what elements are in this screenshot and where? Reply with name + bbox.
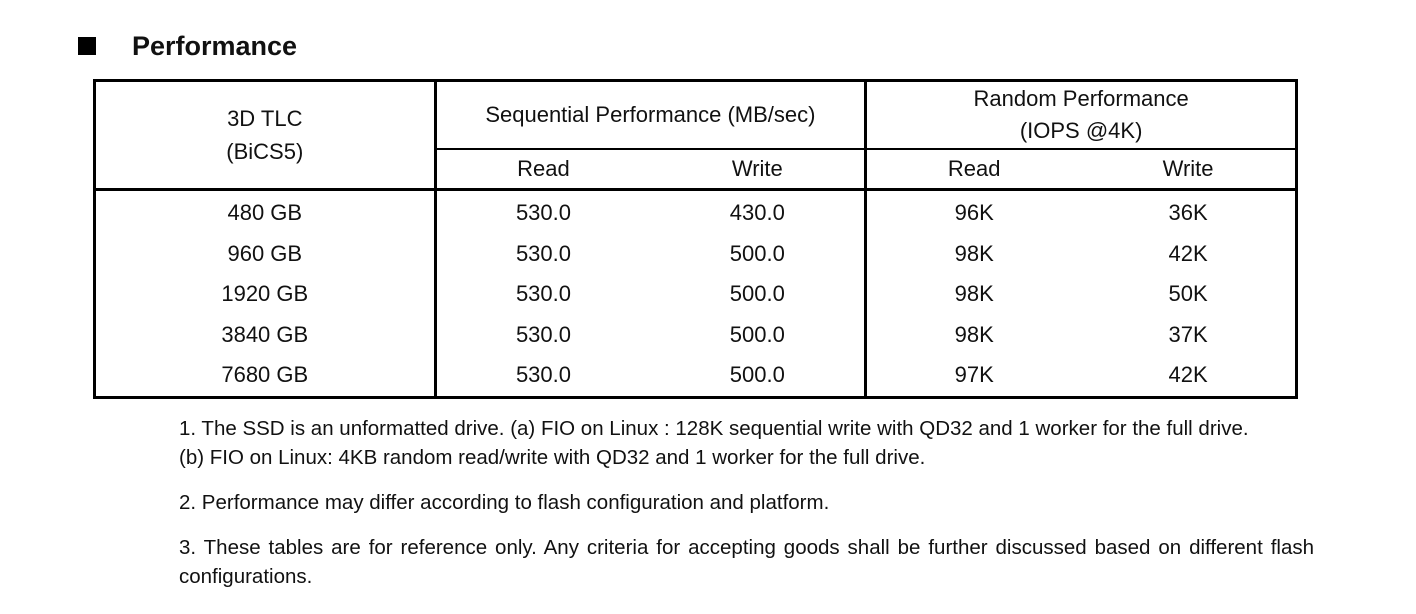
random-header: [866, 81, 1297, 150]
seq-read-cell: 530.0: [515, 321, 571, 347]
capacity-cell: 3840 GB: [95, 315, 436, 356]
seq-write-cell: 500.0: [650, 315, 865, 356]
capacity-header: [95, 81, 436, 190]
performance-table: [93, 79, 1298, 399]
note-2: 2. Performance may differ according to flash configuration and platform.: [179, 491, 830, 514]
section-title: Performance: [132, 31, 298, 61]
table-row: [95, 274, 1297, 315]
seq-read-header: Read: [435, 149, 650, 190]
seq-read-cell: 530.0: [515, 362, 571, 388]
capacity-header-line2: (BiCS5): [226, 139, 304, 164]
rand-write-header: Write: [1081, 149, 1296, 190]
section-heading: [78, 28, 298, 64]
rand-write-cell: 42K: [1168, 240, 1208, 266]
capacity-cell: 480 GB: [95, 190, 436, 234]
random-header-line1: Random Performance: [973, 86, 1189, 111]
rand-write-cell: 42K: [1168, 362, 1208, 388]
capacity-cell: 960 GB: [95, 234, 436, 275]
seq-read-cell: 530.0: [515, 281, 571, 307]
rand-read-cell: 98K: [954, 281, 994, 307]
rand-read-cell: 97K: [954, 362, 994, 388]
square-bullet-icon: [78, 37, 96, 55]
rand-write-cell: 50K: [1168, 281, 1208, 307]
table-row: [95, 315, 1297, 356]
seq-write-header: Write: [650, 149, 865, 190]
seq-write-cell: 500.0: [650, 355, 865, 397]
rand-write-cell: 37K: [1168, 321, 1208, 347]
note-1-line-1: 1. The SSD is an unformatted drive. (a) FIO on Linux : 128K sequential write with QD32 and 1 worker for the full drive.: [179, 417, 1249, 440]
rand-read-cell: 98K: [954, 240, 994, 266]
footnotes: [179, 414, 1319, 591]
capacity-header-line1: 3D TLC: [227, 106, 303, 131]
seq-read-cell: 530.0: [515, 240, 571, 266]
note-3: 3. These tables are for reference only. Any criteria for accepting goods shall be further discussed based on different flash configurations.: [179, 536, 1314, 588]
capacity-cell: 7680 GB: [95, 355, 436, 397]
table-row: [95, 355, 1297, 397]
rand-write-cell: 36K: [1168, 200, 1208, 226]
seq-read-cell: 530.0: [515, 200, 571, 226]
random-header-line2: (IOPS @4K): [1019, 118, 1143, 143]
rand-read-header: Read: [866, 149, 1081, 190]
note-1-line-2: (b) FIO on Linux: 4KB random read/write with QD32 and 1 worker for the full drive.: [179, 446, 926, 469]
rand-read-cell: 98K: [954, 321, 994, 347]
seq-write-cell: 430.0: [650, 190, 865, 234]
seq-write-cell: 500.0: [650, 234, 865, 275]
table-row: [95, 234, 1297, 275]
seq-write-cell: 500.0: [650, 274, 865, 315]
sequential-header: Sequential Performance (MB/sec): [435, 81, 866, 150]
table-row: [95, 190, 1297, 234]
capacity-cell: 1920 GB: [95, 274, 436, 315]
rand-read-cell: 96K: [954, 200, 994, 226]
